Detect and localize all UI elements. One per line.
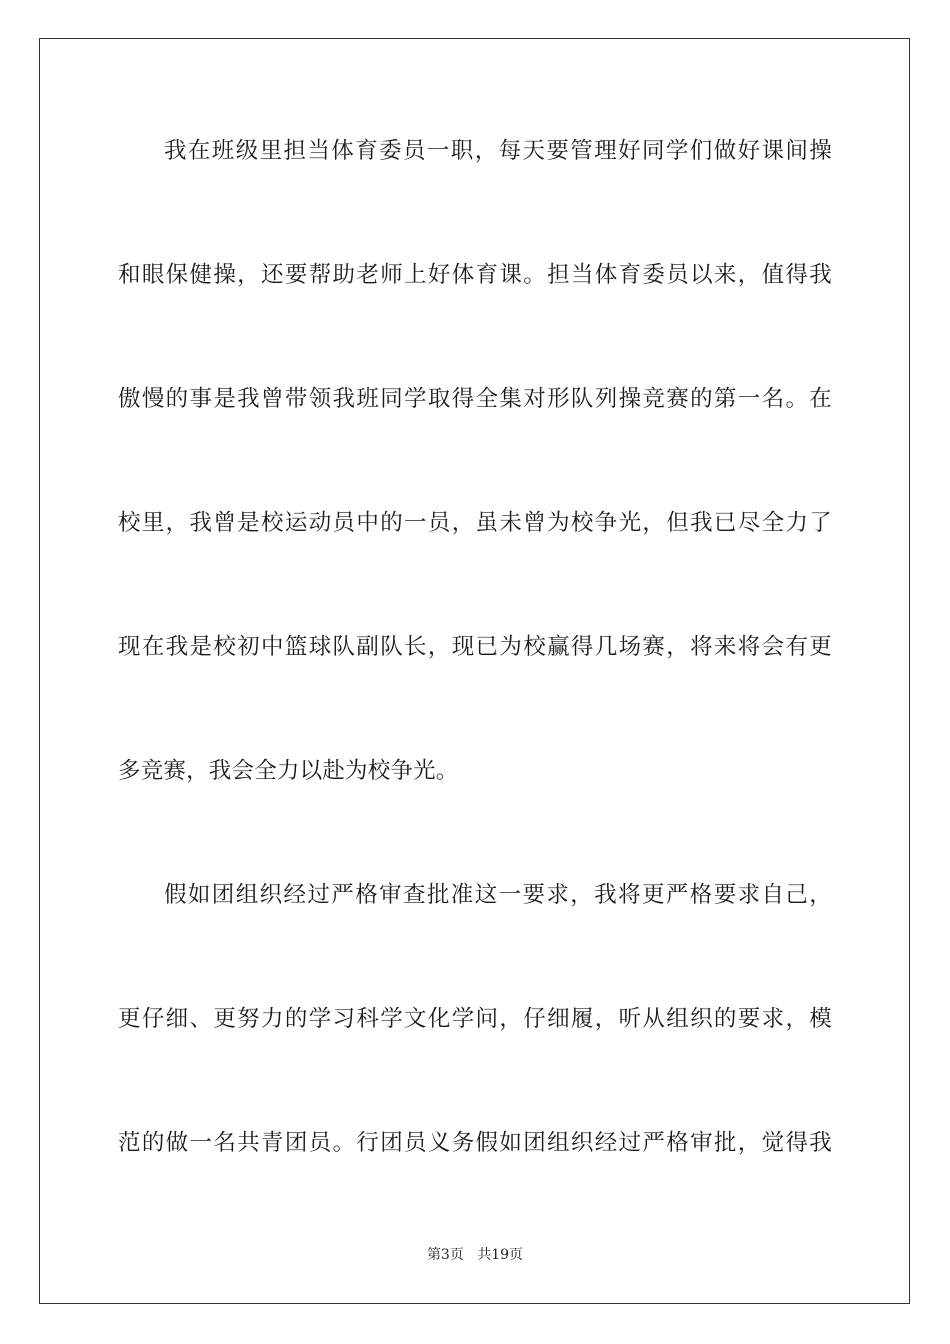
paragraph-1-line-6: 多竞赛，我会全力以赴为校争光。 (118, 758, 459, 784)
page-number: 第3页 (426, 1247, 464, 1263)
paragraph-2-line-2: 更仔细、更努力的学习科学文化学问，仔细履，听从组织的要求，模 (118, 1006, 832, 1032)
paragraph-1-line-2: 和眼保健操，还要帮助老师上好体育课。担当体育委员以来，值得我 (118, 262, 832, 288)
paragraph-2-line-3: 范的做一名共青团员。行团员义务假如团组织经过严格审批，觉得我 (118, 1130, 832, 1156)
paragraph-1-line-5: 现在我是校初中篮球队副队长，现已为校赢得几场赛，将来将会有更 (118, 634, 832, 660)
page-total: 共19页 (477, 1247, 524, 1263)
paragraph-1-line-1: 我在班级里担当体育委员一职，每天要管理好同学们做好课间操 (164, 138, 832, 164)
page-border (39, 38, 910, 1304)
paragraph-2-line-1: 假如团组织经过严格审查批准这一要求，我将更严格要求自己， (164, 882, 832, 908)
paragraph-1-line-4: 校里，我曾是校运动员中的一员，虽未曾为校争光，但我已尽全力了 (118, 510, 832, 536)
page-footer (0, 1243, 950, 1267)
paragraph-1-line-3: 傲慢的事是我曾带领我班同学取得全集对形队列操竞赛的第一名。在 (118, 386, 832, 412)
